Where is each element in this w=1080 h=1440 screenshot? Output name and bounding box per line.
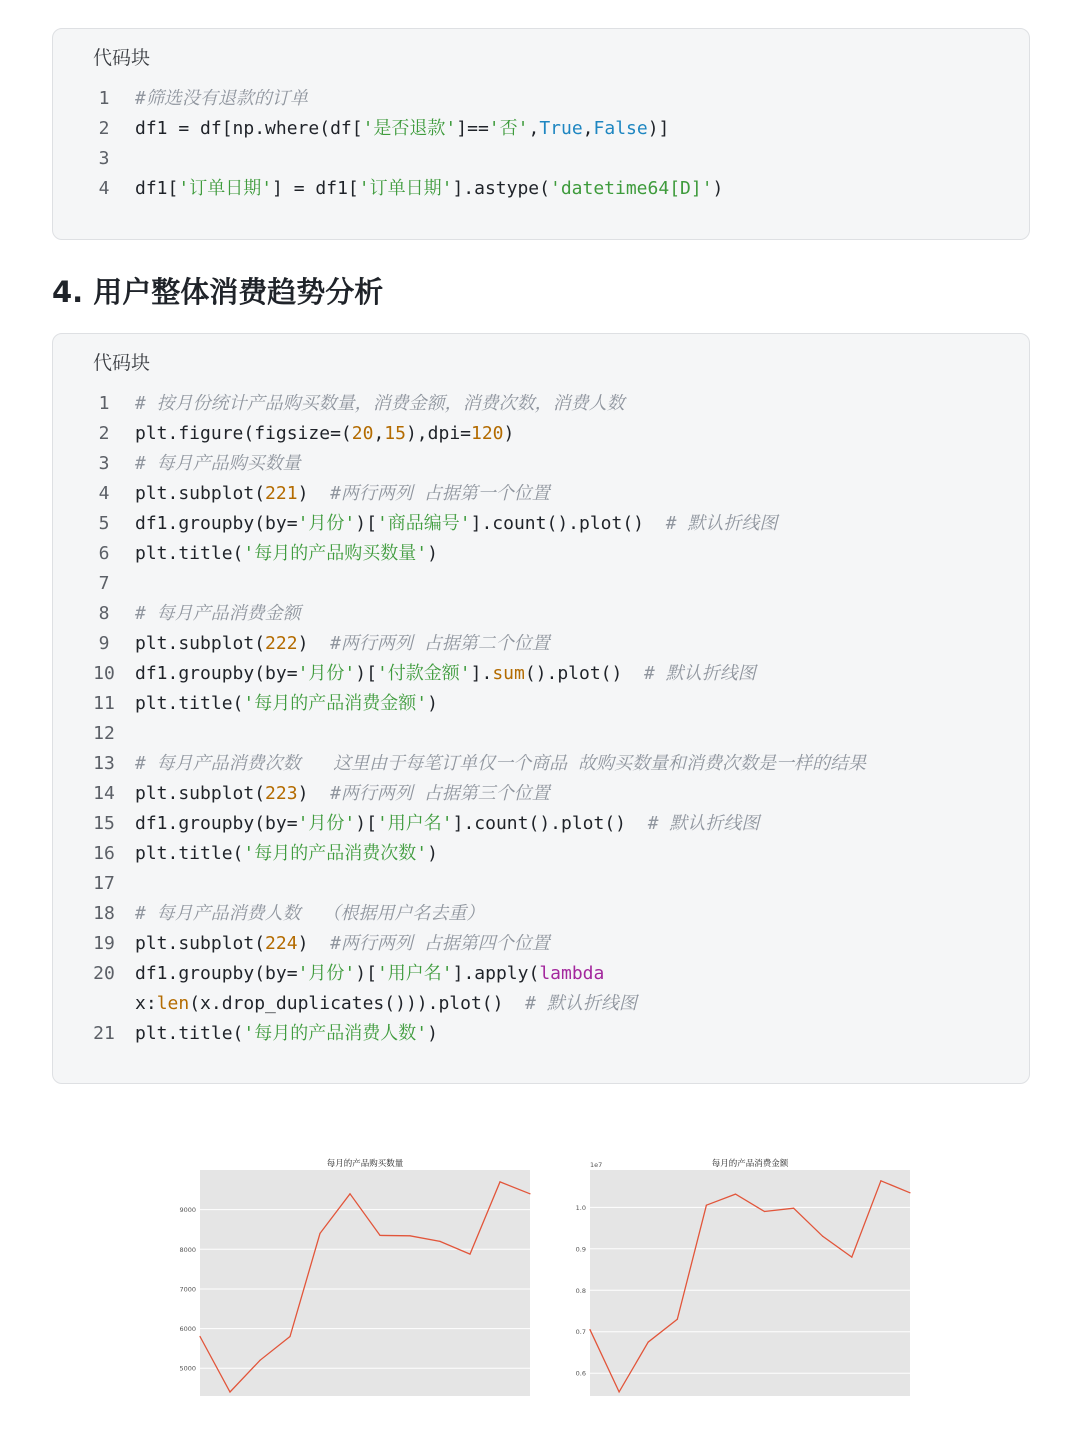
code-token: df1.groupby(by= [135, 513, 298, 534]
code-token: # 默认折线图 [647, 813, 760, 834]
code-token: )[ [355, 663, 377, 684]
data-point [764, 1211, 765, 1212]
y-tick-label: 0.8 [575, 1286, 586, 1295]
line-number: 12 [93, 723, 115, 744]
code-block-label: 代码块 [93, 352, 151, 374]
code-token: # 每月产品购买数量 [135, 453, 301, 474]
code-text [135, 629, 550, 659]
plot-area [590, 1170, 910, 1396]
code-token: )] [647, 118, 670, 139]
code-text [135, 114, 669, 144]
line-number: 2 [98, 423, 110, 444]
code-token: '订单日期' [178, 178, 273, 199]
data-point [229, 1391, 230, 1392]
data-point [793, 1208, 794, 1209]
code-token: ().plot() [524, 663, 645, 684]
code-token: # 默认折线图 [665, 513, 778, 534]
y-tick-label: 0.9 [575, 1245, 586, 1254]
data-point [706, 1205, 707, 1206]
code-token: ]. [470, 663, 493, 684]
line-number: 3 [98, 453, 110, 474]
code-token: plt.title( [135, 543, 244, 564]
code-token: plt.subplot( [135, 933, 266, 954]
line-number: 20 [93, 963, 115, 984]
line-number: 13 [93, 753, 115, 774]
y-tick-label: 6000 [179, 1325, 196, 1334]
code-token: '月份' [297, 813, 356, 834]
code-token: True [539, 118, 583, 139]
y-tick-label: 0.6 [575, 1369, 586, 1378]
code-token: ].count().plot() [470, 513, 666, 534]
y-tick-label: 1.0 [575, 1203, 586, 1212]
code-token: #两行两列 占据第一个位置 [330, 483, 550, 504]
y-tick-label: 9000 [179, 1206, 196, 1215]
data-point [259, 1360, 260, 1361]
data-point [199, 1336, 200, 1337]
data-point [909, 1192, 910, 1193]
data-point [439, 1241, 440, 1242]
code-token: #筛选没有退款的订单 [135, 88, 308, 109]
data-point [499, 1181, 500, 1182]
code-token: (x.drop_duplicates())).plot() [189, 993, 526, 1014]
code-token: # 按月份统计产品购买数量，消费金额，消费次数，消费人数 [135, 393, 625, 414]
line-number: 1 [98, 88, 110, 109]
chart-purchase-quantity [160, 1150, 530, 1410]
data-point [822, 1236, 823, 1237]
code-token: '每月的产品消费人数' [243, 1023, 428, 1044]
code-token: '月份' [297, 663, 356, 684]
data-point [880, 1180, 881, 1181]
chart-title: 每月的产品消费金额 [711, 1159, 789, 1169]
code-token: ) [427, 693, 438, 714]
code-token: df1[ [135, 178, 179, 199]
code-token: plt.subplot( [135, 783, 266, 804]
section-heading: 4. 用户整体消费趋势分析 [52, 275, 384, 309]
code-token: False [593, 118, 648, 139]
data-point [409, 1235, 410, 1236]
code-token: '月份' [297, 963, 356, 984]
code-token: #两行两列 占据第四个位置 [330, 933, 550, 954]
code-token: '订单日期' [358, 178, 453, 199]
line-number: 16 [93, 843, 115, 864]
code-token: '否' [488, 118, 529, 139]
code-token: ] = df1[ [272, 178, 359, 199]
code-text [135, 509, 777, 539]
code-text [135, 779, 550, 809]
code-token: ) [427, 543, 438, 564]
code-text [135, 839, 438, 869]
line-number: 3 [98, 148, 110, 169]
code-text [135, 479, 550, 509]
data-point [735, 1193, 736, 1194]
code-token: lambda [539, 963, 605, 984]
line-number: 6 [98, 543, 110, 564]
code-token: '是否退款' [362, 118, 457, 139]
code-text [135, 749, 866, 779]
code-text [135, 174, 723, 204]
code-token: )[ [355, 963, 377, 984]
line-number: 17 [93, 873, 115, 894]
code-token: ) [297, 783, 331, 804]
code-text [135, 84, 308, 114]
line-number: 1 [98, 393, 110, 414]
data-point [618, 1391, 619, 1392]
data-point [589, 1329, 590, 1330]
chart-svg [550, 1150, 910, 1410]
code-text [135, 539, 438, 569]
code-text [135, 419, 514, 449]
code-token: # 每月产品消费次数 这里由于每笔订单仅一个商品 故购买数量和消费次数是一样的结果 [135, 753, 867, 774]
code-token: , [528, 118, 540, 139]
code-token: ) [712, 178, 724, 199]
code-token: plt.figure(figsize=( [135, 423, 352, 444]
y-tick-label: 0.7 [575, 1328, 586, 1337]
code-token: df1.groupby(by= [135, 663, 298, 684]
code-token: plt.subplot( [135, 483, 266, 504]
code-token: '每月的产品消费金额' [243, 693, 428, 714]
code-text [135, 689, 438, 719]
code-token: ]== [456, 118, 489, 139]
code-text [135, 389, 625, 419]
code-token: ) [297, 933, 331, 954]
code-token: '月份' [297, 513, 356, 534]
code-token: 224 [265, 933, 298, 954]
code-block-2 [52, 333, 1030, 1084]
code-text [135, 959, 604, 989]
line-number: 2 [98, 118, 110, 139]
code-token: , [373, 423, 385, 444]
code-token: '每月的产品购买数量' [243, 543, 428, 564]
code-token: ) [503, 423, 515, 444]
line-number: 15 [93, 813, 115, 834]
code-token: '商品编号' [376, 513, 471, 534]
code-token: # 每月产品消费金额 [135, 603, 301, 624]
code-token: '用户名' [376, 963, 453, 984]
line-number: 5 [98, 513, 110, 534]
line-number: 18 [93, 903, 115, 924]
code-text [135, 809, 759, 839]
data-point [289, 1336, 290, 1337]
code-token: #两行两列 占据第三个位置 [330, 783, 550, 804]
code-token: 223 [265, 783, 298, 804]
code-token: )[ [355, 813, 377, 834]
data-point [648, 1341, 649, 1342]
line-number: 19 [93, 933, 115, 954]
code-token: 20 [351, 423, 374, 444]
data-point [319, 1233, 320, 1234]
line-number: 4 [98, 483, 110, 504]
code-token: '用户名' [376, 813, 453, 834]
code-token: df1 = df[np.where(df[ [135, 118, 363, 139]
plot-area [200, 1170, 530, 1396]
code-token: plt.subplot( [135, 633, 266, 654]
chart-consumption-amount [550, 1150, 910, 1410]
code-token: #两行两列 占据第二个位置 [330, 633, 550, 654]
code-block-label: 代码块 [93, 47, 151, 69]
line-number: 21 [93, 1023, 115, 1044]
code-token: plt.title( [135, 693, 244, 714]
code-token: 15 [384, 423, 406, 444]
axis-offset-label: 1e7 [590, 1161, 603, 1169]
code-token: ) [297, 483, 331, 504]
code-token: ),dpi= [405, 423, 471, 444]
y-tick-label: 5000 [179, 1364, 196, 1373]
code-token: plt.title( [135, 1023, 244, 1044]
data-point [677, 1319, 678, 1320]
line-number: 10 [93, 663, 115, 684]
line-number: 7 [98, 573, 110, 594]
code-text [135, 599, 301, 629]
code-text [135, 659, 756, 689]
line-number: 8 [98, 603, 110, 624]
code-token: , [582, 118, 594, 139]
code-token: )[ [355, 513, 377, 534]
line-number: 9 [98, 633, 110, 654]
data-point [379, 1235, 380, 1236]
code-text [135, 989, 637, 1019]
code-block-1 [52, 28, 1030, 240]
code-text [135, 929, 550, 959]
code-token: ) [297, 633, 331, 654]
code-token: # 每月产品消费人数 （根据用户名去重） [135, 903, 485, 924]
code-text [135, 899, 484, 929]
code-token: ].astype( [452, 178, 550, 199]
chart-svg [160, 1150, 530, 1410]
data-point [529, 1193, 530, 1194]
code-text [135, 1019, 438, 1049]
code-token: ) [427, 1023, 438, 1044]
code-token: df1.groupby(by= [135, 963, 298, 984]
data-point [349, 1193, 350, 1194]
code-token: '每月的产品消费次数' [243, 843, 428, 864]
code-token: '付款金额' [376, 663, 471, 684]
line-number: 14 [93, 783, 115, 804]
code-token: # 默认折线图 [644, 663, 756, 684]
code-token: sum [492, 663, 525, 684]
code-token: df1.groupby(by= [135, 813, 298, 834]
code-token: ].apply( [452, 963, 540, 984]
data-point [851, 1256, 852, 1257]
code-text [135, 449, 301, 479]
y-tick-label: 7000 [179, 1285, 196, 1294]
code-token: x: [135, 993, 157, 1014]
code-token: 'datetime64[D]' [549, 178, 713, 199]
code-token: 222 [265, 633, 298, 654]
line-number: 4 [98, 178, 110, 199]
code-token: len [156, 993, 190, 1014]
line-number: 11 [93, 693, 115, 714]
code-token: plt.title( [135, 843, 244, 864]
code-token: # 默认折线图 [525, 993, 637, 1014]
data-point [469, 1253, 470, 1254]
code-token: 120 [471, 423, 504, 444]
code-token: ].count().plot() [452, 813, 648, 834]
code-token: 221 [265, 483, 298, 504]
code-token: ) [427, 843, 438, 864]
y-tick-label: 8000 [179, 1245, 196, 1254]
chart-title: 每月的产品购买数量 [326, 1159, 404, 1169]
